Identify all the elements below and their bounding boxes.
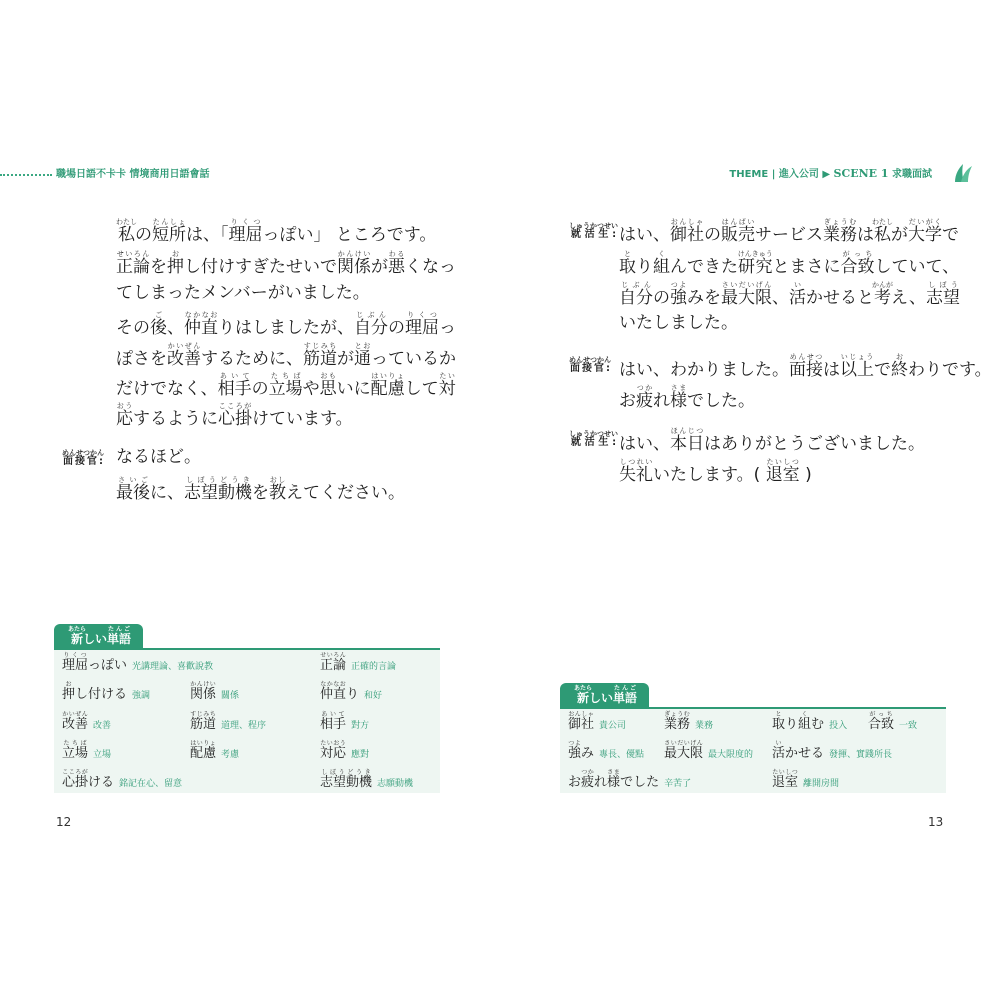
vocab-word: 業務ぎょうむ (664, 711, 691, 732)
vocab-item (568, 711, 626, 732)
vocab-meaning: 光講理論、喜歡說教 (132, 662, 214, 672)
vocab-word: お疲つかれ様さまでした (568, 769, 660, 790)
right-closing-line-2: 失礼しつれいいたします。( 退室たいしつ ) (619, 458, 812, 485)
vocab-meaning: 最大限度的 (708, 750, 754, 760)
header-theme: 進入公司 (778, 169, 819, 180)
vocab-word: 理屈りくつっぽい (62, 652, 128, 673)
vocab-meaning: 應對 (351, 750, 370, 760)
vocab-word: 改善かいぜん (62, 711, 89, 732)
vocab-word: 合致がっち (868, 711, 895, 732)
vocab-word: 強つよみ (568, 740, 595, 761)
left-line-1: 私わたしの短所たんしょは、「理屈りくつっぽい」 ところです。 (116, 218, 437, 245)
vocab-word: 関係かんけい (190, 681, 217, 702)
left-line-5: ぽさを改善かいぜんするために、筋道すじみちが通とおっているか (116, 342, 456, 369)
vocab-item (62, 652, 213, 673)
right-student-line-2: 取とり組くんできた研究けんきゅうとまさに合致がっちしていて、 (619, 250, 960, 277)
vocab-item (320, 652, 396, 673)
vocab-item (320, 769, 413, 790)
vocab-item (62, 711, 111, 732)
vocab-item (190, 740, 239, 761)
header-left-dots (0, 174, 52, 176)
vocab-item (320, 711, 369, 732)
vocab-meaning: 志願動機 (377, 779, 414, 789)
right-student-line-3: 自分じぶんの強つよみを最大限さいだいげん、活いかせると考かんがえ、志望しぼう (619, 281, 961, 308)
vocab-word: 最大限さいだいげん (664, 740, 704, 761)
vocab-meaning: 專長、優點 (599, 750, 645, 760)
vocab-item (664, 711, 713, 732)
vocab-meaning: 一致 (899, 721, 918, 731)
right-speaker-student-2: 就活生:しゅうかつせい (569, 430, 618, 448)
vocab-meaning: 道理、程序 (221, 721, 267, 731)
vocab-item (320, 681, 382, 702)
header-theme-prefix: THEME (729, 169, 769, 180)
header-right-title: THEME | 進入公司 ▶ SCENE 1 求職面試 (729, 167, 932, 180)
vocab-word: 御社おんしゃ (568, 711, 595, 732)
right-student-line-4: いたしました。 (619, 313, 738, 333)
vocab-meaning: 辛苦了 (664, 779, 692, 789)
vocab-word: 押おし付ける (62, 681, 128, 702)
left-interviewer-line-2: 最後さいごに、志望動機しぼうどうきを教おしえてください。 (116, 476, 405, 503)
right-closing-line-1: はい、本日ほんじつはありがとうございました。 (619, 427, 925, 454)
vocab-meaning: 貴公司 (599, 721, 627, 731)
vocab-item (62, 740, 111, 761)
vocab-meaning: 離開房間 (803, 779, 840, 789)
vocab-item (772, 740, 892, 761)
vocab-item (62, 769, 182, 790)
vocab-meaning: 立場 (93, 750, 112, 760)
left-line-3: てしまったメンバーがいました。 (116, 283, 370, 303)
vocab-item (772, 769, 839, 790)
vocab-word: 対応たいおう (320, 740, 347, 761)
vocab-item (190, 711, 266, 732)
vocab-word: 相手あいて (320, 711, 347, 732)
vocab-word: 仲直なかなおり (320, 681, 360, 702)
vocab-word: 筋道すじみち (190, 711, 217, 732)
vocab-word: 配慮はいりょ (190, 740, 217, 761)
vocab-meaning: 發揮、實踐所長 (829, 750, 893, 760)
right-speaker-student-1: 就活生:しゅうかつせい (569, 222, 618, 240)
vocab-item (568, 769, 691, 790)
left-line-7: 応おうするように心掛こころがけています。 (116, 402, 353, 429)
left-vocab-title: 新あたらしい単語たんご (54, 624, 143, 650)
left-line-6: だけでなく、相手あいての立場たちばや思おもいに配慮はいりょして対たい (116, 372, 456, 399)
vocab-meaning: 強調 (132, 691, 151, 701)
page-number-left: 12 (56, 815, 72, 829)
right-speaker-interviewer: 面接官:めんせつかん (569, 356, 611, 374)
leaf-icon (953, 160, 973, 184)
vocab-item (568, 740, 644, 761)
vocab-item (664, 740, 753, 761)
vocab-item (868, 711, 917, 732)
right-vocab-title: 新あたらしい単語たんご (560, 683, 649, 709)
header-scene: SCENE 1 (833, 167, 889, 180)
left-speaker-interviewer: 面接官:めんせつかん (62, 449, 104, 467)
vocab-meaning: 考慮 (221, 750, 240, 760)
vocab-item (772, 711, 847, 732)
left-line-2: 正論せいろんを押おし付けすぎたせいで関係かんけいが悪わるくなっ (116, 250, 456, 277)
vocab-meaning: 銘記在心、留意 (119, 779, 183, 789)
left-line-4: その後ご、仲直なかなおりはしましたが、自分じぶんの理屈りくつっ (116, 311, 456, 338)
right-student-line-1: はい、御社おんしゃの販売はんばいサービス業務ぎょうむは私わたしが大学だいがくで (619, 218, 959, 245)
vocab-meaning: 投入 (829, 721, 848, 731)
left-interviewer-line-1: なるほど。 (116, 447, 201, 467)
vocab-word: 志望動機しぼうどうき (320, 769, 373, 790)
right-interviewer-line-2: お疲つかれ様さまでした。 (619, 384, 755, 411)
vocab-word: 心掛こころがける (62, 769, 115, 790)
vocab-word: 正論せいろん (320, 652, 347, 673)
vocab-meaning: 業務 (695, 721, 714, 731)
vocab-word: 取とり組くむ (772, 711, 825, 732)
vocab-word: 活いかせる (772, 740, 825, 761)
right-interviewer-line-1: はい、わかりました。面接めんせつは以上いじょうで終おわりです。 (619, 353, 992, 380)
vocab-meaning: 對方 (351, 721, 370, 731)
vocab-word: 退室たいしつ (772, 769, 799, 790)
header-scene-title: 求職面試 (892, 169, 932, 180)
vocab-meaning: 和好 (364, 691, 383, 701)
header-left-title: 職場日語不卡卡 情境商用日語會話 (56, 169, 210, 180)
vocab-item (62, 681, 150, 702)
page-number-right: 13 (928, 815, 944, 829)
vocab-meaning: 改善 (93, 721, 112, 731)
vocab-item (320, 740, 369, 761)
vocab-word: 立場たちば (62, 740, 89, 761)
vocab-meaning: 正確的言論 (351, 662, 397, 672)
vocab-meaning: 關係 (221, 691, 240, 701)
vocab-item (190, 681, 239, 702)
